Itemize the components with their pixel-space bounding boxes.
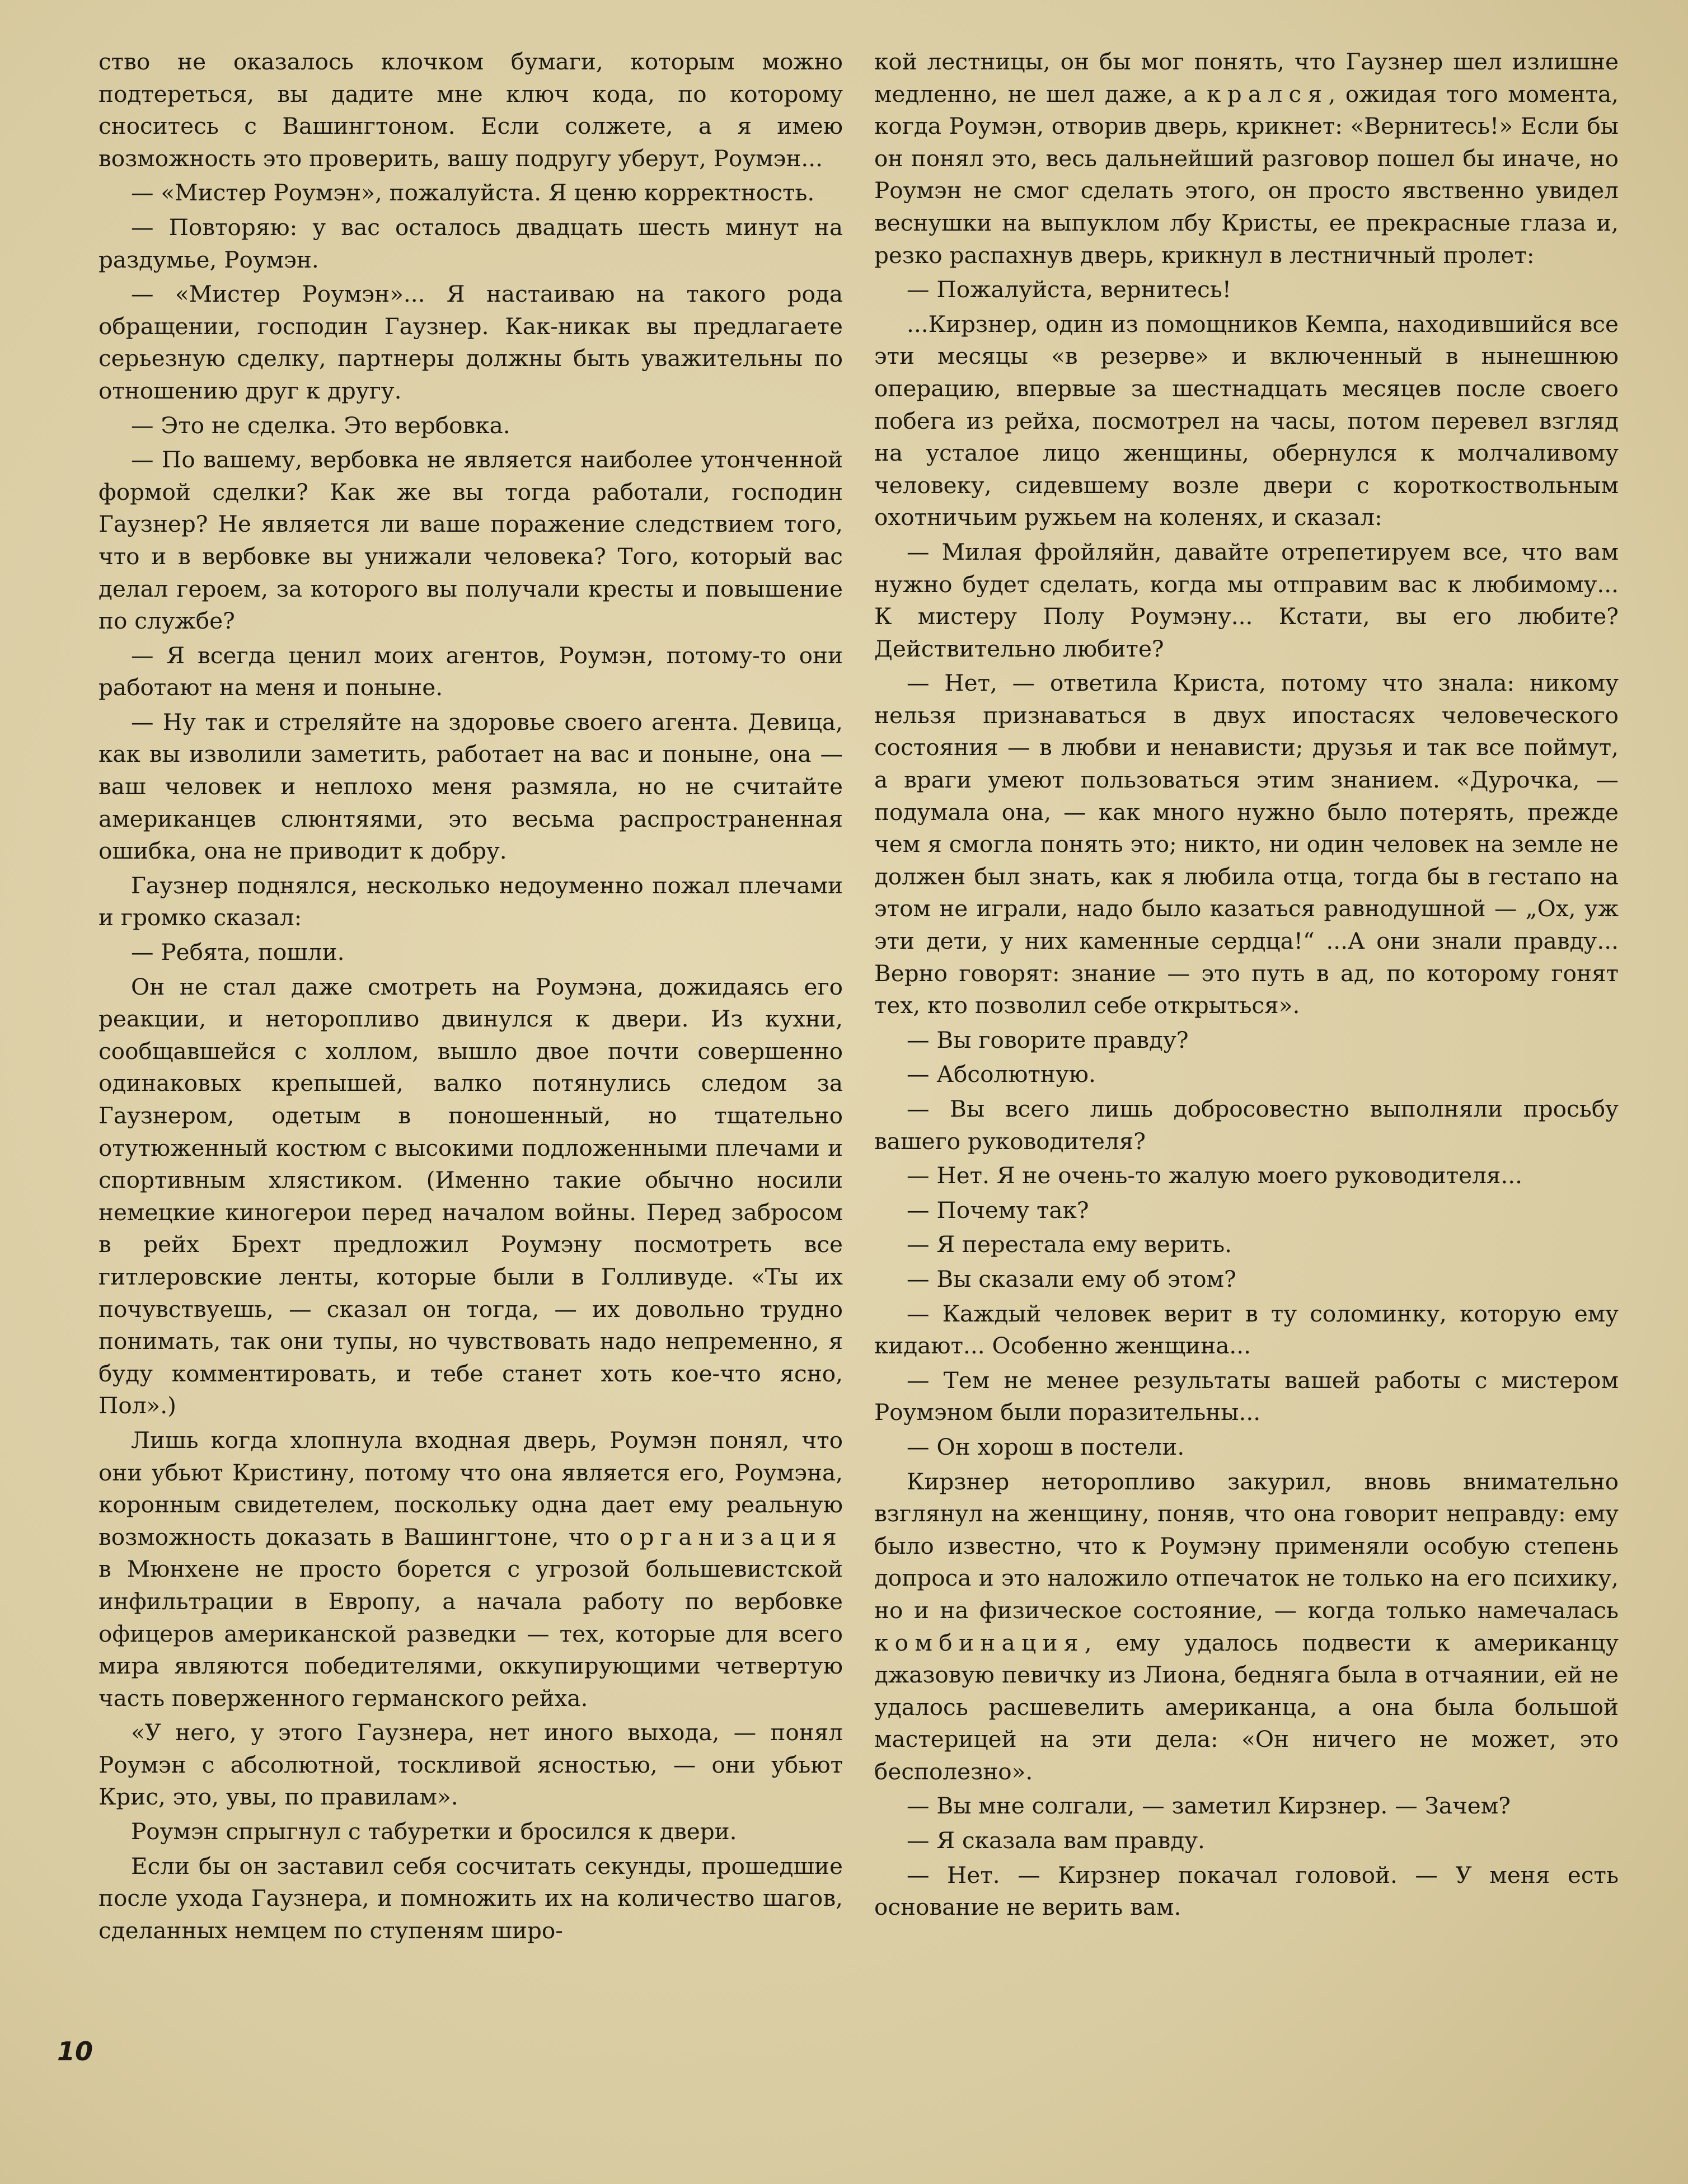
text-run: в Мюнхене не просто борется с угрозой большевистской инфильтрации в Европу, а начала работу по вербовке офицеров американской разведки — тех, которые для всего мира являются победителями, оккупирующими четвертую часть поверженного германского рейха. bbox=[99, 1555, 843, 1712]
paragraph: — Нет, — ответила Криста, потому что знала: никому нельзя признаваться в двух ипостасях человеческого состояния — в любви и ненависти; друзья и так все поймут, а враги умеют пользоваться этим знанием. «Дурочка, — подумала она, — как много нужно было потерять, прежде чем я смогла понять это; никто, ни один человек на земле не должен был знать, как я любила отца, тогда бы в гестапо на этом не играли, надо было казаться равнодушной — „Ох, уж эти дети, у них каменные сердца!“ ...А они знали правду... Верно говорят: знание — это путь в ад, по которому гонят тех, кто позволил себе открыться». bbox=[874, 669, 1619, 1019]
paragraph: — Я всегда ценил моих агентов, Роумэн, потому-то они работают на меня и поныне. bbox=[99, 641, 843, 701]
paragraph: — Я перестала ему верить. bbox=[907, 1231, 1232, 1258]
paragraph: — Пожалуйста, вернитесь! bbox=[907, 276, 1232, 303]
paragraph: — Я сказала вам правду. bbox=[907, 1827, 1205, 1854]
paragraph: ...Кирзнер, один из помощников Кемпа, находившийся все эти месяцы «в резерве» и включенный в нынешнюю операцию, впервые за шестнадцать месяцев после своего побега из рейха, посмотрел на часы, потом перевел взгляд на усталое лицо женщины, обернулся к молчаливому человеку, сидевшему возле двери с короткоствольным охотничьим ружьем на коленях, и сказал: bbox=[874, 310, 1619, 531]
paragraph: — «Мистер Роумэн», пожалуйста. Я ценю корректность. bbox=[131, 179, 815, 207]
paragraph: — Вы говорите правду? bbox=[907, 1026, 1189, 1053]
paragraph: — По вашему, вербовка не является наиболее утонченной формой сделки? Как же вы тогда работали, господин Гаузнер? Не является ли ваше поражение следствием того, что и в вербовке вы унижали человека? Того, который вас делал героем, за которого вы получали кресты и повышение по службе? bbox=[99, 446, 843, 635]
paragraph bbox=[874, 46, 1619, 271]
text-run: , ожидая того момента, когда Роумэн, отворив дверь, крикнет: «Вернитесь!» Если бы он понял это, весь дальнейший разговор пошел бы иначе, но Роумэн не смог сделать этого, он просто явственно увидел веснушки на выпуклом лбу Кристы, ее прекрасные глаза и, резко распахнув дверь, крикнул в лестничный пролет: bbox=[874, 80, 1619, 269]
text-run: Лишь когда хлопнула входная дверь, Роумэн понял, что они убьют Кристину, потому что она является его, Роумэна, коронным свидетелем, поскольку одна дает ему реальную возможность доказать в Вашингтоне, что bbox=[99, 1426, 843, 1550]
paragraph: Он не стал даже смотреть на Роумэна, дожидаясь его реакции, и неторопливо двинулся к двери. Из кухни, сообщавшейся с холлом, вышло двое почти совершенно одинаковых крепышей, валко потянулись следом за Гаузнером, одетым в поношенный, но тщательно отутюженный костюм с высокими подложенными плечами и спортивным хлястиком. (Именно такие обычно носили немецкие киногерои перед началом войны. Перед забросом в рейх Брехт предложил Роумэну посмотреть все гитлеровские ленты, которые были в Голливуде. «Ты их почувствуешь, — сказал он тогда, — их довольно трудно понимать, так они тупы, но чувствовать надо непременно, я буду комментировать, и тебе станет хоть кое-что ясно, Пол».) bbox=[99, 973, 843, 1419]
paragraph: «У него, у этого Гаузнера, нет иного выхода, — понял Роумэн с абсолютной, тоскливой ясностью, — они убьют Крис, это, увы, по правилам». bbox=[99, 1719, 843, 1811]
paragraph: Роумэн спрыгнул с табуретки и бросился к двери. bbox=[131, 1818, 737, 1845]
paragraph: — Тем не менее результаты вашей работы с мистером Роумэном были поразительны... bbox=[874, 1366, 1619, 1426]
paragraph: — Почему так? bbox=[907, 1196, 1089, 1224]
paragraph bbox=[99, 1424, 843, 1714]
paragraph: — Ребята, пошли. bbox=[131, 939, 345, 966]
paragraph: ство не оказалось клочком бумаги, которым можно подтереться, вы дадите мне ключ кода, по которому сноситесь с Вашингтоном. Если солжете, а я имею возможность это проверить, вашу подругу уберут, Роумэн... bbox=[99, 48, 843, 172]
left-column bbox=[99, 46, 843, 1947]
paragraph: — Ну так и стреляйте на здоровье своего агента. Девица, как вы изволили заметить, работает на вас и поныне, она — ваш человек и неплохо меня размяла, но не считайте американцев слюнтяями, это весьма распространенная ошибка, она не приводит к добру. bbox=[99, 708, 843, 865]
paragraph: — «Мистер Роумэн»... Я настаиваю на такого рода обращении, господин Гаузнер. Как-никак вы предлагаете серьезную сделку, партнеры должны быть уважительны по отношению друг к другу. bbox=[99, 280, 843, 404]
text-run: Кирзнер неторопливо закурил, вновь внимательно взглянул на женщину, поняв, что она говорит неправду: ему было известно, что к Роумэну применяли особую степень допроса и это наложило отпечаток не только на его психику, но и на физическое состояние, — когда только намечалась bbox=[874, 1468, 1619, 1624]
paragraph: — Повторяю: у вас осталось двадцать шесть минут на раздумье, Роумэн. bbox=[99, 213, 843, 273]
page-number: 10 bbox=[57, 2036, 93, 2066]
paragraph: Если бы он заставил себя сосчитать секунды, прошедшие после ухода Гаузнера, и помножить их на количество шагов, сделанных немцем по ступеням широ- bbox=[99, 1852, 843, 1944]
text-run: кой лестницы, он бы мог понять, что Гаузнер шел излишне медленно, не шел даже, а bbox=[874, 48, 1619, 107]
paragraph bbox=[874, 1466, 1619, 1788]
spaced-term: организация bbox=[619, 1523, 843, 1550]
paragraph: — Вы всего лишь добросовестно выполняли просьбу вашего руководителя? bbox=[874, 1095, 1619, 1155]
spaced-term: комбинация bbox=[874, 1629, 1085, 1656]
paragraph: — Милая фройляйн, давайте отрепетируем все, что вам нужно будет сделать, когда мы отправим вас к любимому... К мистеру Полу Роумэну... Кстати, вы его любите? Действительно любите? bbox=[874, 538, 1619, 662]
paragraph: — Нет. Я не очень-то жалую моего руководителя... bbox=[907, 1162, 1523, 1189]
paragraph: — Абсолютную. bbox=[907, 1061, 1096, 1088]
paragraph: — Каждый человек верит в ту соломинку, которую ему кидают... Особенно женщина... bbox=[874, 1300, 1619, 1360]
paragraph: — Нет. — Кирзнер покачал головой. — У меня есть основание не верить вам. bbox=[874, 1861, 1619, 1921]
paragraph: Гаузнер поднялся, несколько недоуменно пожал плечами и громко сказал: bbox=[99, 871, 843, 931]
paragraph: — Вы мне солгали, — заметил Кирзнер. — Зачем? bbox=[907, 1792, 1511, 1820]
paragraph: — Он хорош в постели. bbox=[907, 1433, 1185, 1460]
paragraph: — Вы сказали ему об этом? bbox=[907, 1265, 1236, 1292]
paragraph: — Это не сделка. Это вербовка. bbox=[131, 411, 510, 439]
spaced-term: крался bbox=[1207, 80, 1329, 107]
right-column bbox=[874, 46, 1619, 1924]
text-run: , ему удалось подвести к американцу джазовую певичку из Лиона, бедняга была в отчаянии, ей не удалось расшевелить американца, а она была большой мастерицей на эти дела: «Он ничего не может, это бесполезно». bbox=[874, 1629, 1619, 1785]
